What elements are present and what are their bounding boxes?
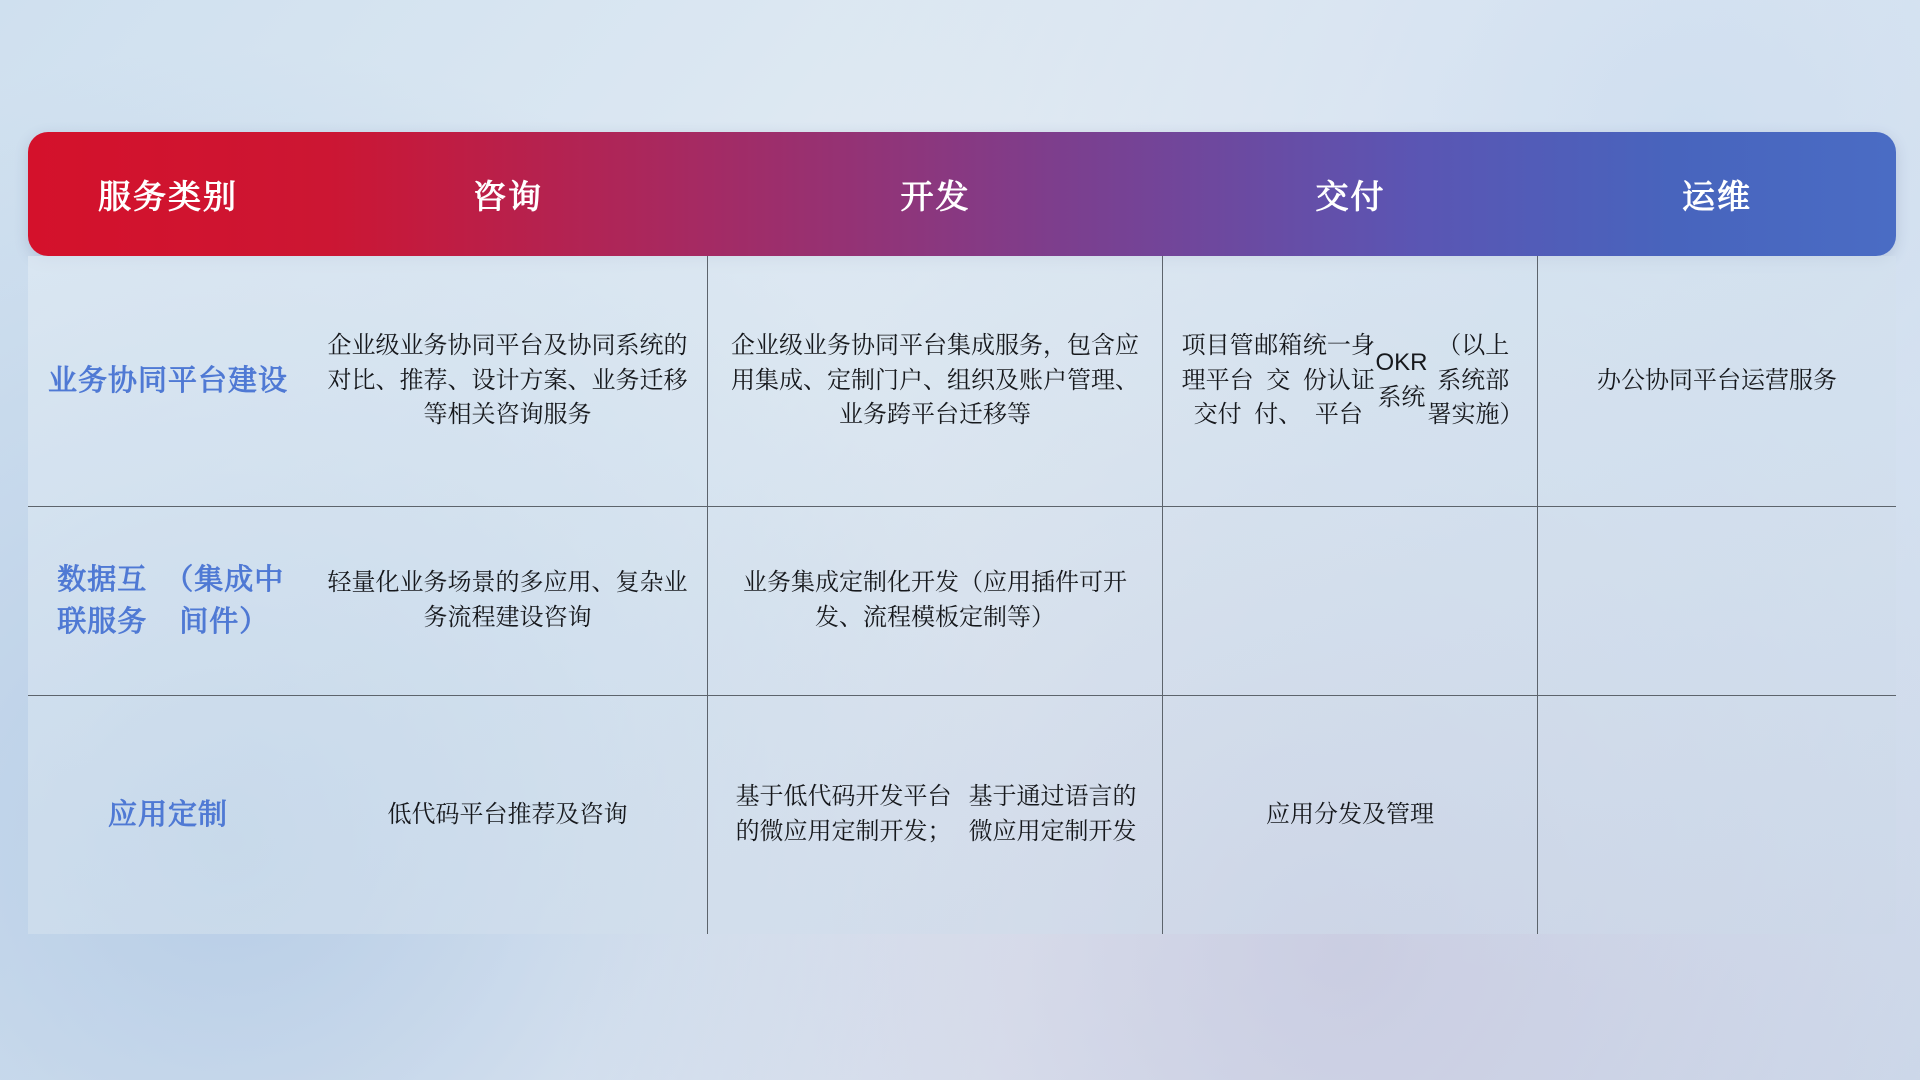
cell-development: 企业级业务协同平台集成服务，包含应用集成、定制门户、组织及账户管理、业务跨平台迁移等: [708, 256, 1163, 506]
cell-development: 业务集成定制化开发（应用插件可开发、流程模板定制等）: [708, 507, 1163, 695]
table-header-cell-delivery: 交付: [1315, 177, 1386, 215]
table-header-cell-category: 服务类别: [98, 177, 238, 215]
cell-delivery: 应用分发及管理: [1163, 696, 1538, 934]
cell-operations: [1538, 507, 1896, 695]
cell-delivery: 项目管理平台交付 邮箱交付、 统一身份认证平台 OKR系统 （以上系统部署实施）: [1163, 256, 1538, 506]
service-matrix-table: [28, 132, 1896, 934]
cell-consulting: 轻量化业务场景的多应用、复杂业务流程建设咨询: [308, 507, 708, 695]
table-row: [28, 507, 1896, 696]
cell-consulting: 企业级业务协同平台及协同系统的对比、推荐、设计方案、业务迁移等相关咨询服务: [308, 256, 708, 506]
cell-development: 基于低代码开发平台的微应用定制开发； 基于通过语言的微应用定制开发: [708, 696, 1163, 934]
table-body: [28, 256, 1896, 934]
row-category-label: 数据互联服务 （集成中间件）: [57, 563, 285, 638]
table-row: [28, 696, 1896, 934]
row-category-label: 业务协同 平台建设: [47, 364, 289, 397]
table-header-row: [28, 132, 1896, 256]
cell-consulting: 低代码平台推荐及咨询: [308, 696, 708, 934]
row-category-label: 应用定制: [107, 798, 228, 831]
cell-operations: [1538, 696, 1896, 934]
table-header-cell-development: 开发: [900, 177, 971, 215]
table-row: [28, 256, 1896, 507]
table-header-cell-consulting: 咨询: [473, 177, 543, 215]
cell-delivery: [1163, 507, 1538, 695]
cell-operations: 办公协同平台运营服务: [1597, 366, 1837, 394]
table-header-cell-operations: 运维: [1682, 177, 1752, 215]
